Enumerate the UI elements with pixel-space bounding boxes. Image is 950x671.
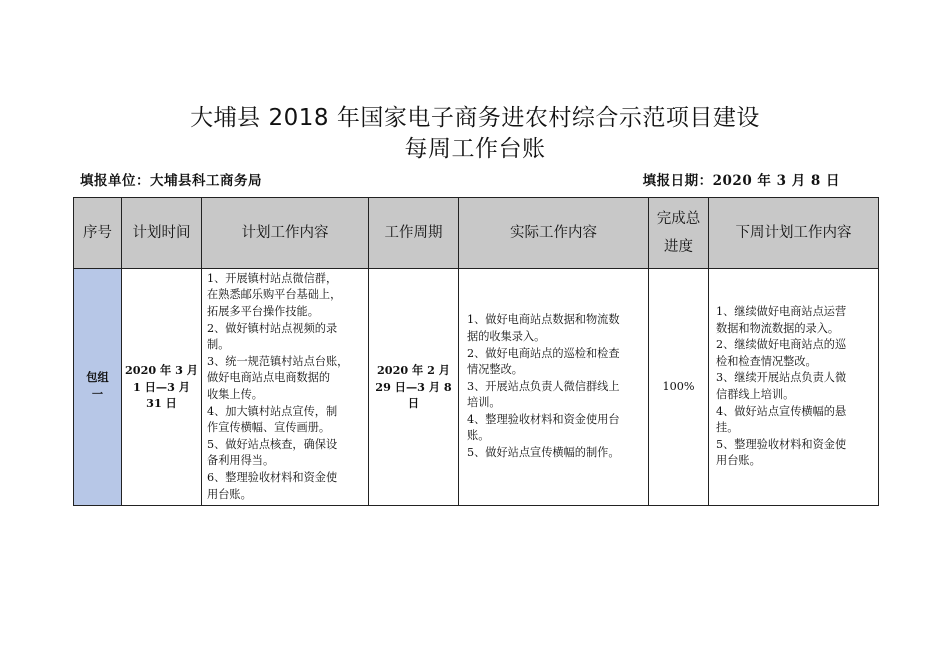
table-header-row [74,198,879,269]
next-week-line: 2、继续做好电商站点的巡 [716,338,847,352]
header-plan-time: 计划时间 [122,198,202,269]
next-week-line: 数据和物流数据的录入。 [716,321,840,335]
progress-value: 100% [649,269,709,506]
header-plan-content: 计划工作内容 [202,198,369,269]
header-period: 工作周期 [369,198,459,269]
table-row [74,269,879,506]
plan-content-line: 作宣传横幅、宣传画册。 [207,421,331,435]
plan-content-line: 1、开展镇村站点微信群， [207,271,338,285]
header-progress [649,198,709,269]
plan-content-cell [202,269,369,506]
header-actual-content: 实际工作内容 [459,198,649,269]
document-title-line1: 大埔县 2018 年国家电子商务进农村综合示范项目建设 [190,105,760,131]
next-week-line: 检和检查情况整改。 [716,354,817,368]
actual-content-line: 账。 [467,429,490,443]
group-cell [74,269,122,506]
actual-content-line: 据的收集录入。 [467,329,546,343]
plan-content-list [202,271,368,503]
plan-content-line: 制。 [207,338,230,352]
next-week-line: 3、继续开展站点负责人微 [716,371,847,385]
next-week-line: 5、整理验收材料和资金使 [716,437,847,451]
header-progress-line2: 进度 [664,239,693,255]
weekly-work-ledger-table [73,197,879,506]
group-label-line1: 包组 [86,371,109,385]
actual-content-line: 1、做好电商站点数据和物流数 [467,313,620,327]
plan-time-line3: 31 日 [146,396,177,411]
plan-content-line: 5、做好站点核查，确保设 [207,437,338,451]
period-line1: 2020 年 2 月 [377,363,450,378]
next-week-line: 挂。 [716,421,739,435]
actual-content-list [459,312,648,461]
plan-content-line: 拓展多平台操作技能。 [207,305,319,319]
plan-content-line: 做好电商站点电商数据的 [207,371,331,385]
actual-content-line: 情况整改。 [467,363,523,377]
document-title-line2: 每周工作台账 [404,136,546,162]
actual-content-cell [459,269,649,506]
group-label-line2: 一 [91,388,104,401]
plan-content-line: 备利用得当。 [207,454,275,468]
plan-content-line: 收集上传。 [207,388,263,401]
plan-content-line: 用台账。 [207,487,252,501]
header-next-week: 下周计划工作内容 [709,198,879,269]
period-line3: 日 [407,396,420,411]
next-week-line: 用台账。 [716,454,761,468]
period-line2: 29 日—3 月 8 [375,379,452,394]
actual-content-line: 2、做好电商站点的巡检和检查 [467,346,620,360]
next-week-line: 信群线上培训。 [716,388,795,401]
next-week-cell [709,269,879,506]
actual-content-line: 5、做好站点宣传横幅的制作。 [467,446,620,460]
plan-content-line: 在熟悉邮乐购平台基础上， [207,288,342,302]
plan-time-line1: 2020 年 3 月 [125,363,198,378]
next-week-list [709,304,878,470]
actual-content-line: 4、整理验收材料和资金使用台 [467,412,620,426]
period-cell [369,269,459,506]
plan-content-line: 3、统一规范镇村站点台账， [207,354,349,368]
next-week-line: 4、做好站点宣传横幅的悬 [716,404,847,418]
header-seq: 序号 [74,198,122,269]
actual-content-line: 培训。 [467,396,501,410]
plan-content-line: 2、做好镇村站点视频的录 [207,321,338,335]
plan-time-cell [122,269,202,506]
header-progress-line1: 完成总 [656,211,701,227]
reporting-unit: 填报单位：大埔县科工商务局 [80,173,262,189]
next-week-line: 1、继续做好电商站点运营 [716,305,847,319]
plan-content-line: 6、整理验收材料和资金使 [207,470,338,484]
reporting-date: 填报日期：2020 年 3 月 8 日 [642,173,840,189]
actual-content-line: 3、开展站点负责人微信群线上 [467,379,620,393]
plan-time-line2: 1 日—3 月 [133,379,190,394]
plan-content-line: 4、加大镇村站点宣传，制 [207,404,338,418]
